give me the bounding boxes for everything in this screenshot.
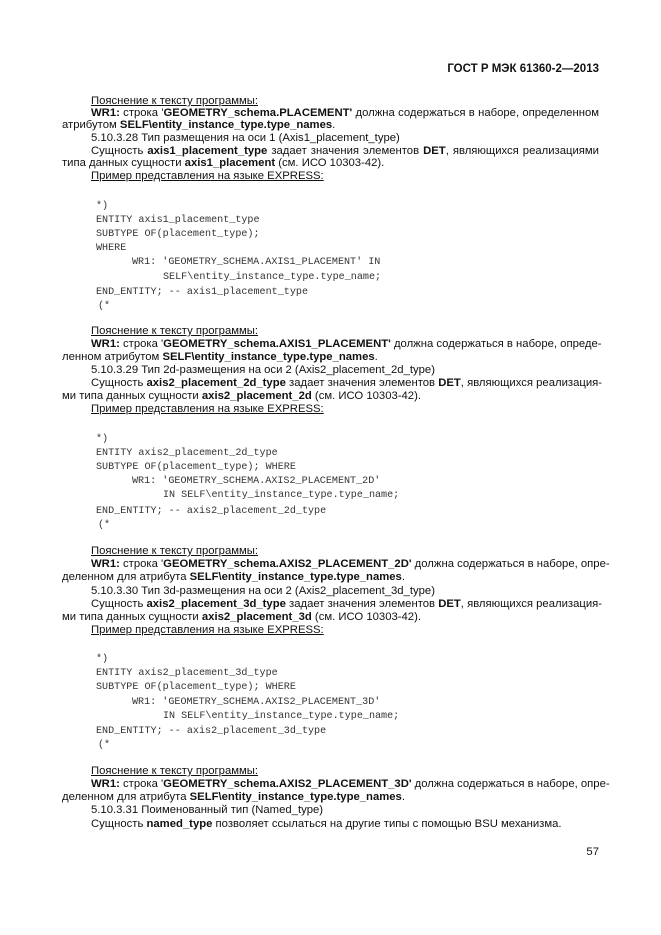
code-line: SUBTYPE OF(placement_type); WHERE [96,462,296,473]
entity-description: Сущность axis2_placement_2d_type задает значения элементов DET, являющихся реализация- [91,377,603,389]
where-rule-line: WR1: строка 'GEOMETRY_schema.AXIS2_PLACEMENT_3D' должна содержаться в наборе, опре- [91,778,610,790]
program-note-heading: Пояснение к тексту программы: [91,325,259,337]
entity-description-cont: ми типа данных сущности axis2_placement_3d (см. ИСО 10303-42). [62,611,421,623]
entity-description: Сущность axis1_placement_type задает значения элементов DET, являющихся реализациями [91,145,599,157]
where-rule-line-cont: деленном для атрибута SELF\entity_instance_type.type_names. [62,791,405,803]
code-line: IN SELF\entity_instance_type.type_name; [163,490,400,501]
code-line: WHERE [96,243,127,254]
code-line: (* [98,740,111,751]
section-heading: 5.10.3.29 Тип 2d-размещения на оси 2 (Axis2_placement_2d_type) [91,364,435,376]
program-note-heading: Пояснение к тексту программы: [91,545,259,557]
where-rule-line-cont: деленном для атрибута SELF\entity_instance_type.type_names. [62,571,405,583]
page-number: 57 [586,846,599,858]
where-rule-line-cont: ленном атрибутом SELF\entity_instance_type.type_names. [62,351,378,363]
document-header: ГОСТ Р МЭК 61360-2—2013 [447,63,599,75]
code-line: *) [96,201,109,212]
section-heading: 5.10.3.30 Тип 3d-размещения на оси 2 (Axis2_placement_3d_type) [91,585,435,597]
code-line: WR1: 'GEOMETRY_SCHEMA.AXIS2_PLACEMENT_3D' [132,697,381,708]
code-line: ENTITY axis2_placement_2d_type [96,448,278,459]
code-line: (* [98,520,111,531]
entity-description-cont: типа данных сущности axis1_placement (см. ИСО 10303-42). [62,157,385,169]
code-line: *) [96,434,109,445]
code-line: SUBTYPE OF(placement_type); WHERE [96,682,296,693]
program-note-heading: Пояснение к тексту программы: [91,95,259,107]
entity-description: Сущность axis2_placement_3d_type задает значения элементов DET, являющихся реализация- [91,598,603,610]
code-line: WR1: 'GEOMETRY_SCHEMA.AXIS1_PLACEMENT' IN [132,257,381,268]
example-heading: Пример представления на языке EXPRESS: [91,624,324,636]
entity-description: Сущность named_type позволяет ссылаться на другие типы с помощью BSU механизма. [91,818,562,830]
code-line: END_ENTITY; -- axis1_placement_type [96,287,309,298]
code-line: (* [98,301,111,312]
code-line: WR1: 'GEOMETRY_SCHEMA.AXIS2_PLACEMENT_2D' [132,476,381,487]
code-line: IN SELF\entity_instance_type.type_name; [163,711,400,722]
code-line: SELF\entity_instance_type.type_name; [163,272,382,283]
where-rule-line: WR1: строка 'GEOMETRY_schema.PLACEMENT' должна содержаться в наборе, определенном [91,107,599,119]
code-line: SUBTYPE OF(placement_type); [96,229,260,240]
program-note-heading: Пояснение к тексту программы: [91,765,259,777]
example-heading: Пример представления на языке EXPRESS: [91,403,324,415]
where-rule-line: WR1: строка 'GEOMETRY_schema.AXIS2_PLACEMENT_2D' должна содержаться в наборе, опре- [91,558,610,570]
entity-description-cont: ми типа данных сущности axis2_placement_2d (см. ИСО 10303-42). [62,390,421,402]
section-heading: 5.10.3.28 Тип размещения на оси 1 (Axis1_placement_type) [91,132,400,144]
where-rule-line-cont: атрибутом SELF\entity_instance_type.type_names. [62,119,336,131]
section-heading: 5.10.3.31 Поименованный тип (Named_type) [91,804,324,816]
code-line: ENTITY axis2_placement_3d_type [96,668,278,679]
example-heading: Пример представления на языке EXPRESS: [91,170,324,182]
where-rule-line: WR1: строка 'GEOMETRY_schema.AXIS1_PLACEMENT' должна содержаться в наборе, опреде- [91,338,602,350]
code-line: END_ENTITY; -- axis2_placement_2d_type [96,506,327,517]
code-line: *) [96,654,109,665]
code-line: END_ENTITY; -- axis2_placement_3d_type [96,726,327,737]
code-line: ENTITY axis1_placement_type [96,215,260,226]
